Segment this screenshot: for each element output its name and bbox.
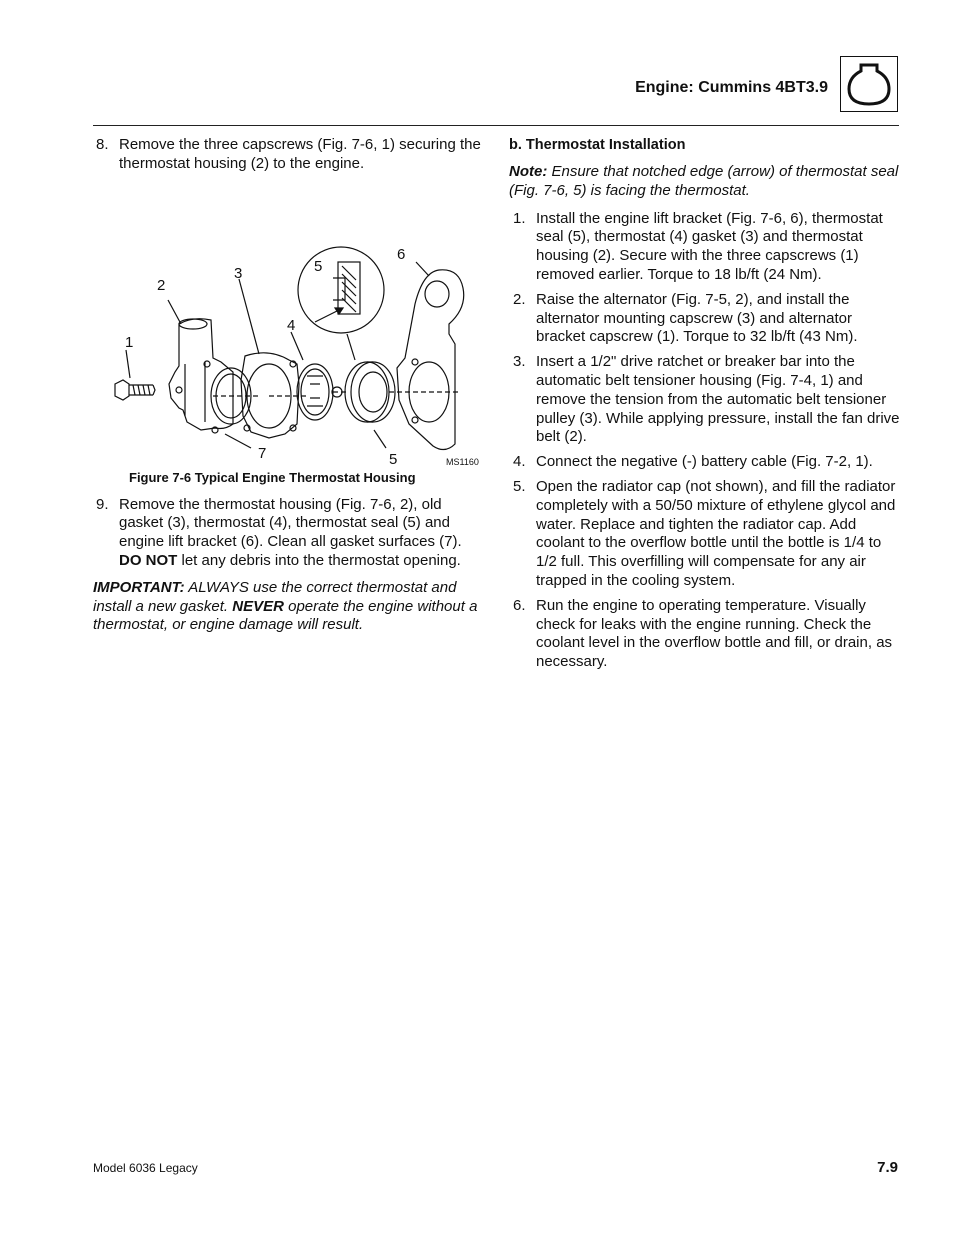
step-text: Open the radiator cap (not shown), and fill the radiator completely with a 50/50 mixture of ethylene glycol and water. Replace and tighten the radiator cap. Add coolant to the overflow bottle until the bottle is 1/4 to 1/2 full. This overfilling will compensate for any air trapped in the cooling system. — [536, 477, 896, 589]
step-text: Remove the three capscrews (Fig. 7-6, 1) securing the thermostat housing (2) to the engine. — [119, 136, 481, 172]
step-text: Run the engine to operating temperature. Visually check for leaks with the engine running. Check the coolant level in the overflow bottle and fill, or drain, as necessary. — [536, 596, 893, 671]
important-text-end: operate the engine without a thermostat, or engine damage will result. — [93, 597, 478, 634]
step-number: 1. — [513, 209, 526, 227]
step-text: Insert a 1/2" drive ratchet or breaker bar into the automatic belt tensioner housing (Fig. 7-4, 1) and remove the tension from the automatic belt tensioner pulley (3). While applying pressure, install the fan drive belt (2). — [536, 353, 900, 446]
step-text: Raise the alternator (Fig. 7-5, 2), and install the alternator mounting capscrew (3) and alternator bracket capscrew (1). Torque to 32 lb/ft (43 Nm). — [536, 290, 858, 346]
install-step-3 — [509, 353, 901, 447]
figure-callout-5-detail: 5 — [314, 257, 323, 275]
step-text: Connect the negative (-) battery cable (Fig. 7-2, 1). — [536, 453, 873, 471]
figure-callout-5: 5 — [389, 450, 398, 468]
step-number: 6. — [513, 596, 526, 614]
install-step-6 — [509, 597, 901, 672]
step-number: 3. — [513, 353, 526, 371]
figure-caption: Figure 7-6 Typical Engine Thermostat Housing — [129, 469, 416, 485]
left-column — [93, 136, 485, 635]
figure-callout-2: 2 — [157, 276, 166, 294]
install-step-2 — [509, 291, 901, 347]
section-title: b. Thermostat Installation — [509, 137, 686, 153]
step-number: 9. — [96, 495, 109, 513]
page-header-title: Engine: Cummins 4BT3.9 — [635, 79, 828, 96]
engine-icon — [840, 56, 898, 112]
install-step-1 — [509, 210, 901, 285]
important-text: ALWAYS use the correct thermostat and install a new gasket. — [93, 578, 457, 615]
step-number: 8. — [96, 136, 109, 153]
right-column — [509, 136, 901, 678]
note-text: Ensure that notched edge (arrow) of thermostat seal (Fig. 7-6, 5) is facing the thermostat. — [509, 163, 899, 199]
step-number: 5. — [513, 477, 526, 495]
step-9 — [93, 496, 485, 571]
footer-model: Model 6036 Legacy — [93, 1161, 198, 1175]
important-label: IMPORTANT: — [93, 578, 185, 596]
page-number: 7.9 — [877, 1159, 898, 1176]
thermostat-housing-figure — [93, 184, 485, 470]
note — [509, 163, 901, 201]
figure-callout-4: 4 — [287, 316, 296, 334]
figure-callout-6: 6 — [397, 245, 406, 263]
step-text-after: let any debris into the thermostat opening. — [177, 551, 461, 569]
step-number: 4. — [513, 453, 526, 471]
step-text: Install the engine lift bracket (Fig. 7-6, 6), thermostat seal (5), thermostat (4) gasket (3) and thermostat housing (2). Secure with the three capscrews (1) removed earlier. Torque to 18 lb/ft (24 Nm). — [536, 209, 883, 283]
figure-callout-1: 1 — [125, 333, 134, 351]
important-emphasis: NEVER — [232, 597, 284, 615]
install-step-5 — [509, 478, 901, 591]
figure-callout-3: 3 — [234, 264, 243, 282]
step-8 — [93, 136, 485, 174]
important-notice — [93, 579, 485, 635]
header-divider — [93, 125, 899, 126]
figure-callout-7: 7 — [258, 444, 267, 462]
install-step-4 — [509, 453, 901, 472]
step-emphasis: DO NOT — [119, 551, 178, 569]
step-text: Remove the thermostat housing (Fig. 7-6, 2), old gasket (3), thermostat (4), thermostat seal (5) and engine lift bracket (6). Clean all gasket surfaces (7). — [119, 495, 462, 551]
step-number: 2. — [513, 290, 526, 308]
figure-code: MS1160 — [446, 456, 479, 467]
note-label: Note: — [509, 163, 548, 180]
